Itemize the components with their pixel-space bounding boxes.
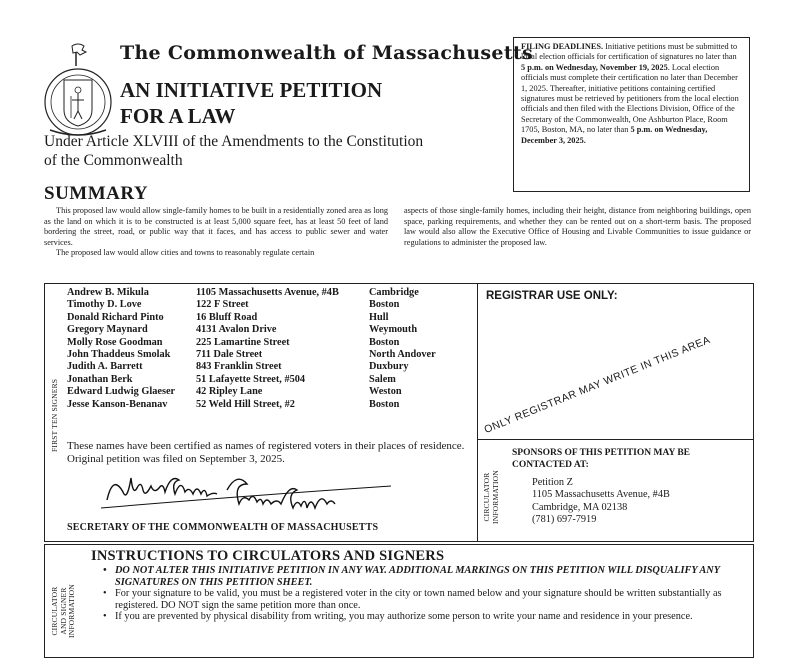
- signer-city: Weston: [369, 386, 402, 398]
- signer-name: Jonathan Berk: [67, 373, 133, 385]
- instruction-item: • DO NOT ALTER THIS INITIATIVE PETITION IN ANY WAY. ADDITIONAL MARKINGS ON THIS PETITION WILL DISQUALIFY ANY SIGNATURES ON THIS PETITION SHEET.: [101, 565, 741, 588]
- instructions-list: [101, 565, 741, 623]
- signer-street: 51 Lafayette Street, #504: [196, 373, 306, 385]
- signer-name: Andrew B. Mikula: [67, 287, 149, 298]
- instruction-item: • If you are prevented by physical disability from writing, you may authorize some person to write your name and residence in your presence.: [101, 611, 741, 623]
- certification-text: These names have been certified as names of registered voters in their places of residence. Original petition was filed on September 3, 2025.: [67, 440, 465, 465]
- deadlines-date-1: 5 p.m. on Wednesday, November 19, 2025: [521, 62, 668, 72]
- circulator-label-line2: INFORMATION: [490, 470, 500, 524]
- signer-city: Boston: [369, 299, 400, 311]
- deadlines-date-2: 5 p.m. on Wednesday, December 3, 2025.: [521, 125, 708, 145]
- registrar-title: REGISTRAR USE ONLY:: [486, 290, 618, 302]
- petition-title: [120, 77, 382, 129]
- signer-street: 122 F Street: [196, 299, 249, 311]
- signer-name: Edward Ludwig Glaeser: [67, 386, 176, 398]
- signer-name: Molly Rose Goodman: [67, 336, 163, 348]
- sponsor-title: SPONSORS OF THIS PETITION MAY BE CONTACTED AT:: [512, 448, 690, 470]
- sponsor-contact: [532, 477, 670, 527]
- deadlines-lead: FILING DEADLINES.: [521, 42, 604, 51]
- instructions-label-line3: INFORMATION: [67, 584, 76, 638]
- summary-paragraph-1: This proposed law would allow single-family homes to be built in a residentially zoned area as long as the land on which it is to be constructed is at least 5,000 square feet, has at least 50 feet of land bordering the street, road, or public way that it faces, and has access to public sewer and water services.: [44, 206, 388, 247]
- registrar-note: ONLY REGISTRAR MAY WRITE IN THIS AREA: [482, 333, 713, 436]
- petition-title-line1: AN INITIATIVE PETITION: [120, 78, 383, 102]
- signer-street: 843 Franklin Street: [196, 361, 282, 373]
- first-ten-signers-label: FIRST TEN SIGNERS: [50, 378, 59, 452]
- signer-name: John Thaddeus Smolak: [67, 349, 171, 360]
- signer-name: Judith A. Barrett: [67, 361, 143, 373]
- signer-city: Cambridge: [369, 287, 419, 298]
- instructions-label-line1: CIRCULATOR: [50, 586, 59, 636]
- instructions-side-label: [51, 584, 77, 638]
- circulator-information-label: [483, 470, 500, 524]
- summary-paragraph-2: The proposed law would allow cities and towns to reasonably regulate certain: [56, 248, 315, 257]
- petition-title-line2: FOR A LAW: [120, 104, 236, 128]
- signer-name: Donald Richard Pinto: [67, 311, 164, 323]
- circulator-label-line1: CIRCULATOR: [482, 472, 491, 522]
- signer-street: 16 Bluff Road: [196, 311, 258, 323]
- deadlines-text-1: Initiative petitions must be submitted to local election officials for certification of signatures no later than: [521, 42, 738, 62]
- divider: [477, 284, 478, 542]
- signer-city: Boston: [369, 336, 400, 348]
- signer-city: Duxbury: [369, 361, 409, 373]
- signer-city: Hull: [369, 311, 389, 323]
- instructions-title: INSTRUCTIONS TO CIRCULATORS AND SIGNERS: [91, 548, 445, 564]
- secretary-title: SECRETARY OF THE COMMONWEALTH OF MASSACHUSETTS: [67, 522, 379, 533]
- signer-street: 711 Dale Street: [196, 349, 263, 360]
- signer-name: Jesse Kanson-Benanav: [67, 398, 168, 410]
- summary-heading: SUMMARY: [44, 183, 149, 204]
- signer-street: 42 Ripley Lane: [196, 386, 263, 398]
- summary-right-column: [404, 206, 751, 248]
- signer-city: Salem: [369, 373, 396, 385]
- deadlines-text-2: . Local election officials must complete their certification no later than December 1, 2025. Thereafter, initiative petitions containing certified signatures must be retrieved by petitioners from the local election officials and then filed with the Elections Division, Office of the Secretary of the Commonwealth, One Ashburton Place, Room 1705, Boston, MA, no later than: [521, 62, 739, 135]
- instructions-label-line2: AND SIGNER: [58, 587, 68, 635]
- instruction-item: • For your signature to be valid, you must be a registered voter in the city or town named below and your signature should be written substantially as registered. DO NOT sign the same petition more than once.: [101, 588, 741, 611]
- signer-street: 52 Weld Hill Street, #2: [196, 398, 295, 410]
- sponsor-address: 1105 Massachusetts Avenue, #4B: [532, 489, 670, 501]
- signer-street: 4131 Avalon Drive: [196, 324, 277, 336]
- signer-street: 1105 Massachusetts Avenue, #4B: [196, 287, 339, 298]
- instructions-box: [44, 544, 754, 658]
- signers-box: [44, 283, 754, 542]
- summary-paragraph-3: aspects of those single-family homes, including their height, distance from neighboring buildings, open space, parking requirements, and whether they can be rented out on a short-term basis. The proposed law would also allow the Executive Office of Housing and Livable Communities to issue guidance or regulations to administer the proposed law.: [404, 206, 751, 247]
- summary-left-column: [44, 206, 388, 259]
- sponsor-name: Petition Z: [532, 477, 573, 488]
- divider: [477, 439, 754, 440]
- sponsor-city: Cambridge, MA 02138: [532, 501, 628, 513]
- filing-deadlines-box: [513, 37, 750, 192]
- commonwealth-seal-icon: [42, 40, 114, 140]
- signer-city: North Andover: [369, 349, 436, 360]
- under-article-text: Under Article XLVIII of the Amendments to the Constitution of the Commonwealth: [44, 133, 424, 169]
- signer-street: 225 Lamartine Street: [196, 336, 290, 348]
- sponsor-phone: (781) 697-7919: [532, 514, 597, 526]
- signer-name: Gregory Maynard: [67, 324, 148, 336]
- secretary-signature: [97, 470, 397, 514]
- signer-city: Boston: [369, 398, 400, 410]
- signer-city: Weymouth: [369, 324, 418, 336]
- commonwealth-heading: The Commonwealth of Massachusetts: [120, 42, 533, 64]
- signer-name: Timothy D. Love: [67, 299, 142, 311]
